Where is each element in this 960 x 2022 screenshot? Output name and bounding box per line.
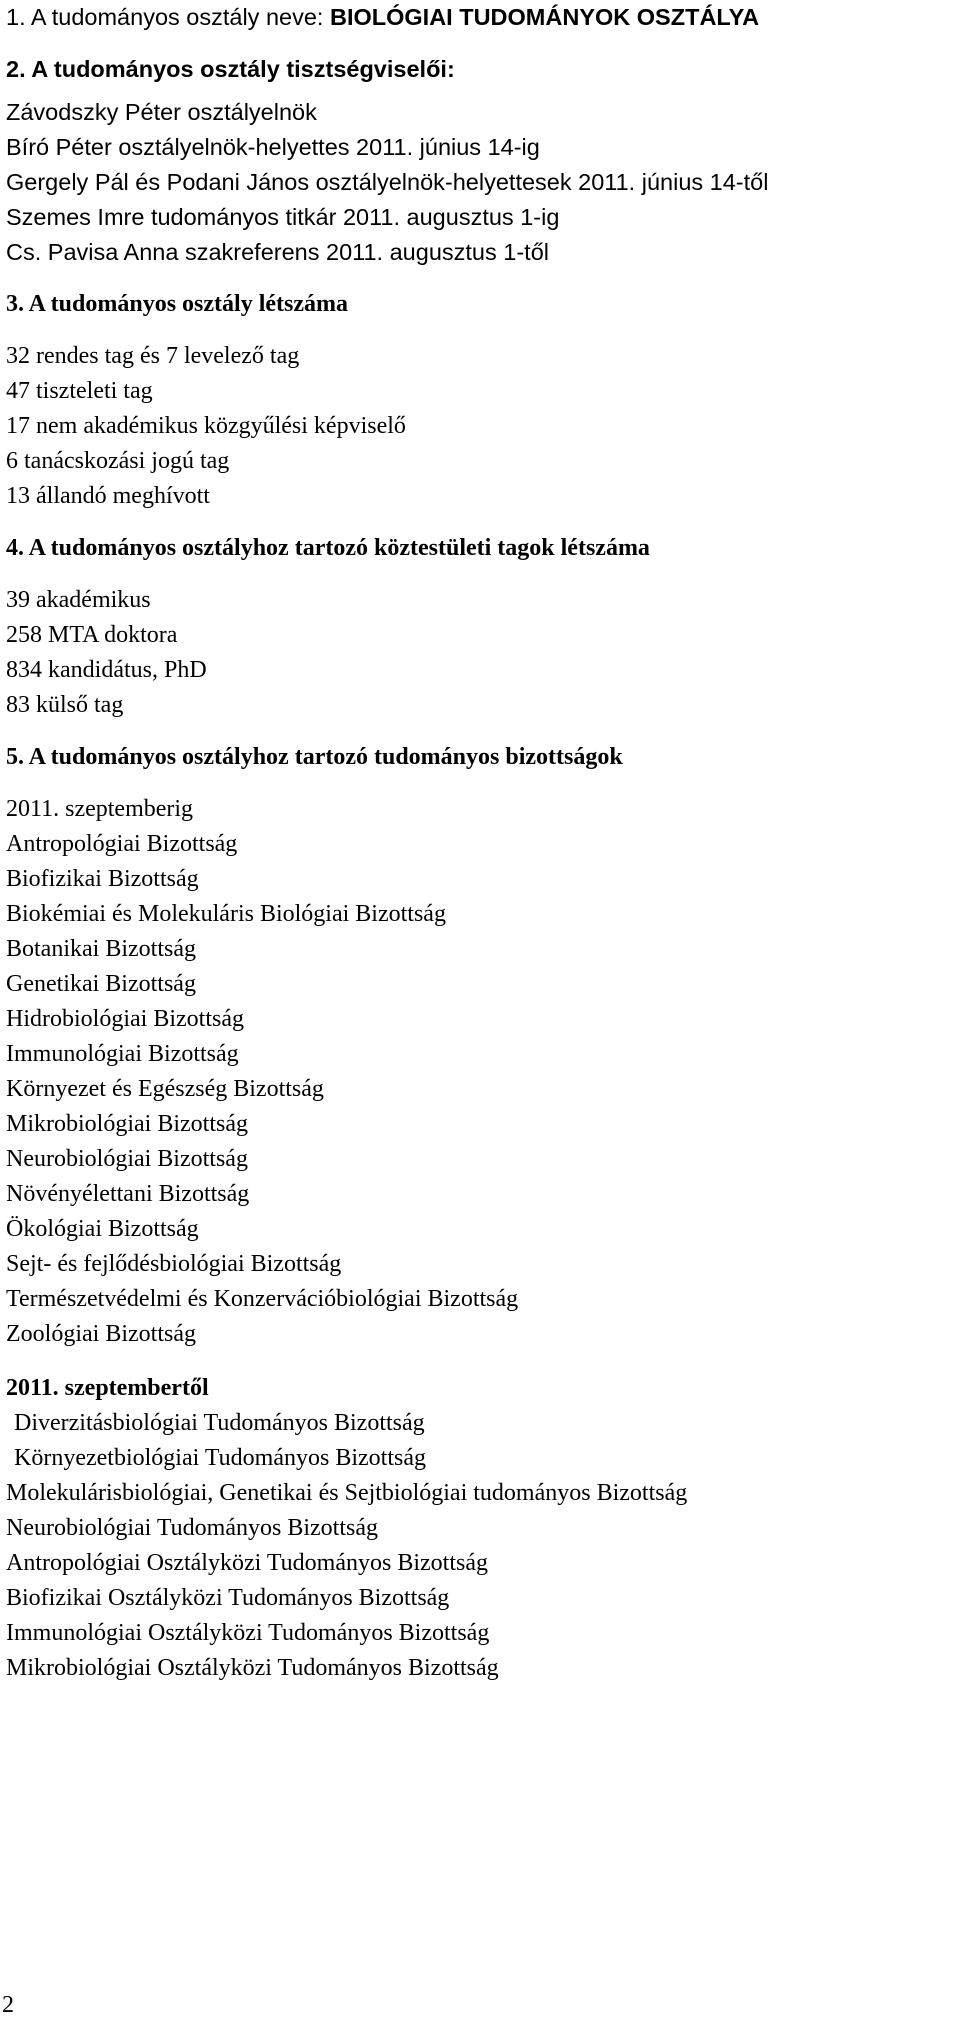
- public-body-line: 39 akadémikus: [6, 587, 151, 613]
- committee-item: Neurobiológiai Tudományos Bizottság: [6, 1515, 378, 1541]
- committee-item: Genetikai Bizottság: [6, 971, 196, 997]
- committee-item: Biofizikai Osztályközi Tudományos Bizottság: [6, 1585, 450, 1611]
- committee-item: Antropológiai Bizottság: [6, 831, 238, 857]
- committees-from-label: 2011. szeptembertől: [6, 1375, 209, 1401]
- committee-item: Növényélettani Bizottság: [6, 1181, 250, 1207]
- committee-item: Immunológiai Osztályközi Tudományos Bizottság: [6, 1620, 490, 1646]
- section-5-heading: 5. A tudományos osztályhoz tartozó tudományos bizottságok: [6, 744, 623, 770]
- headcount-line: 32 rendes tag és 7 levelező tag: [6, 343, 300, 369]
- public-body-line: 258 MTA doktora: [6, 622, 178, 648]
- committee-item: Zoológiai Bizottság: [6, 1321, 196, 1347]
- section-1-prefix: 1. A tudományos osztály neve:: [6, 4, 330, 30]
- officers-list: [6, 95, 956, 270]
- committees-until-list: [6, 827, 956, 1352]
- public-body-list: [6, 583, 956, 723]
- officer-line: Cs. Pavisa Anna szakreferens 2011. augusztus 1-től: [6, 239, 549, 265]
- committee-item: Botanikai Bizottság: [6, 936, 196, 962]
- headcount-list: [6, 339, 956, 514]
- public-body-line: 834 kandidátus, PhD: [6, 657, 207, 683]
- committee-item: Molekulárisbiológiai, Genetikai és Sejtbiológiai tudományos Bizottság: [6, 1480, 688, 1506]
- headcount-line: 47 tiszteleti tag: [6, 378, 153, 404]
- headcount-line: 13 állandó meghívott: [6, 483, 210, 509]
- section-1-heading: [6, 0, 956, 35]
- committees-from-list: [6, 1406, 956, 1686]
- committee-item: Környezetbiológiai Tudományos Bizottság: [14, 1445, 426, 1471]
- section-4-heading: 4. A tudományos osztályhoz tartozó köztestületi tagok létszáma: [6, 535, 650, 561]
- officer-line: Gergely Pál és Podani János osztályelnök-helyettesek 2011. június 14-től: [6, 169, 769, 195]
- committee-item: Biofizikai Bizottság: [6, 866, 199, 892]
- headcount-line: 17 nem akadémikus közgyűlési képviselő: [6, 413, 406, 439]
- committee-item: Neurobiológiai Bizottság: [6, 1146, 248, 1172]
- headcount-line: 6 tanácskozási jogú tag: [6, 448, 230, 474]
- public-body-line: 83 külső tag: [6, 692, 124, 718]
- committee-item: Biokémiai és Molekuláris Biológiai Bizottság: [6, 901, 446, 927]
- committee-item: Sejt- és fejlődésbiológiai Bizottság: [6, 1251, 342, 1277]
- committee-item: Mikrobiológiai Osztályközi Tudományos Bizottság: [6, 1655, 499, 1681]
- document-page: [6, 0, 956, 1686]
- section-1-class-name: BIOLÓGIAI TUDOMÁNYOK OSZTÁLYA: [329, 4, 760, 30]
- committee-item: Ökológiai Bizottság: [6, 1216, 199, 1242]
- committee-item: Környezet és Egészség Bizottság: [6, 1076, 324, 1102]
- officer-line: Závodszky Péter osztályelnök: [6, 99, 317, 125]
- committee-item: Természetvédelmi és Konzervációbiológiai Bizottság: [6, 1286, 519, 1312]
- committees-until-label: 2011. szeptemberig: [6, 796, 194, 822]
- committee-item: Hidrobiológiai Bizottság: [6, 1006, 244, 1032]
- officer-line: Szemes Imre tudományos titkár 2011. augusztus 1-ig: [6, 204, 560, 230]
- page-number: 2: [2, 1992, 14, 2018]
- section-3-heading: 3. A tudományos osztály létszáma: [6, 291, 348, 317]
- committee-item: Antropológiai Osztályközi Tudományos Bizottság: [6, 1550, 488, 1576]
- committee-item: Immunológiai Bizottság: [6, 1041, 239, 1067]
- officer-line: Bíró Péter osztályelnök-helyettes 2011. június 14-ig: [6, 134, 540, 160]
- section-2-heading: 2. A tudományos osztály tisztségviselői:: [6, 56, 455, 82]
- committee-item: Mikrobiológiai Bizottság: [6, 1111, 248, 1137]
- committee-item: Diverzitásbiológiai Tudományos Bizottság: [14, 1410, 425, 1436]
